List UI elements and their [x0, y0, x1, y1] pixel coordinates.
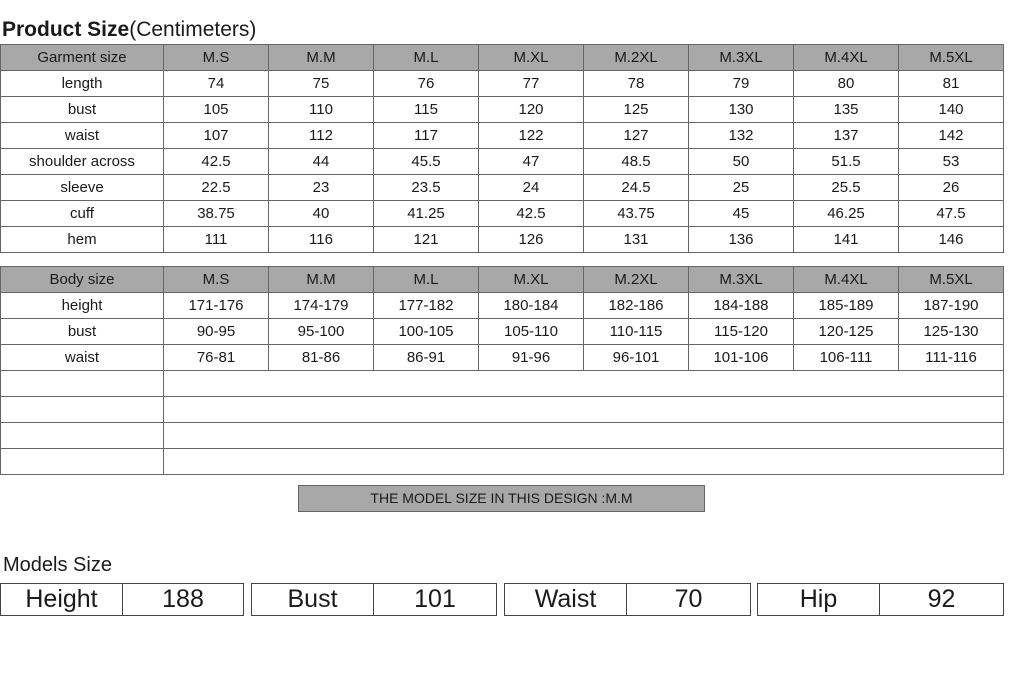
measure-value-cell: 86-91: [374, 345, 479, 371]
size-header-cell: M.2XL: [584, 267, 689, 293]
title-unit: (Centimeters): [129, 18, 257, 41]
measure-value-cell: 135: [794, 97, 899, 123]
measure-value-cell: 81: [899, 71, 1004, 97]
empty-label-cell: [1, 371, 164, 397]
measure-value-cell: 25.5: [794, 175, 899, 201]
models-size-cell: [251, 583, 497, 616]
models-size-label: Height: [1, 584, 123, 615]
measure-value-cell: 46.25: [794, 201, 899, 227]
size-header-cell: M.M: [269, 267, 374, 293]
measure-value-cell: 130: [689, 97, 794, 123]
size-header-cell: M.S: [164, 267, 269, 293]
empty-row: [1, 423, 1004, 449]
measure-value-cell: 38.75: [164, 201, 269, 227]
measure-label-cell: waist: [1, 345, 164, 371]
models-size-label: Bust: [252, 584, 374, 615]
size-header-cell: M.3XL: [689, 45, 794, 71]
measure-value-cell: 126: [479, 227, 584, 253]
models-size-title: Models Size: [3, 554, 112, 576]
header-label-cell: Garment size: [1, 45, 164, 71]
measure-value-cell: 48.5: [584, 149, 689, 175]
measure-value-cell: 105-110: [479, 319, 584, 345]
measure-label-cell: hem: [1, 227, 164, 253]
empty-value-cell: [164, 397, 1004, 423]
measure-label-cell: height: [1, 293, 164, 319]
measure-value-cell: 44: [269, 149, 374, 175]
empty-value-cell: [164, 371, 1004, 397]
measure-value-cell: 50: [689, 149, 794, 175]
measure-value-cell: 79: [689, 71, 794, 97]
measure-label-cell: shoulder across: [1, 149, 164, 175]
table-row: [1, 319, 1004, 345]
measure-value-cell: 180-184: [479, 293, 584, 319]
measure-value-cell: 80: [794, 71, 899, 97]
measure-value-cell: 81-86: [269, 345, 374, 371]
models-size-cell: [504, 583, 751, 616]
measure-value-cell: 177-182: [374, 293, 479, 319]
measure-value-cell: 26: [899, 175, 1004, 201]
measure-value-cell: 117: [374, 123, 479, 149]
measure-value-cell: 137: [794, 123, 899, 149]
measure-value-cell: 140: [899, 97, 1004, 123]
measure-value-cell: 125: [584, 97, 689, 123]
empty-label-cell: [1, 397, 164, 423]
measure-value-cell: 106-111: [794, 345, 899, 371]
models-size-cell: [0, 583, 244, 616]
measure-value-cell: 136: [689, 227, 794, 253]
measure-value-cell: 171-176: [164, 293, 269, 319]
empty-label-cell: [1, 449, 164, 475]
measure-value-cell: 24: [479, 175, 584, 201]
measure-value-cell: 121: [374, 227, 479, 253]
measure-value-cell: 91-96: [479, 345, 584, 371]
measure-value-cell: 95-100: [269, 319, 374, 345]
models-size-row: [0, 583, 1004, 615]
measure-value-cell: 47.5: [899, 201, 1004, 227]
models-size-value: 92: [927, 585, 956, 613]
measure-value-cell: 96-101: [584, 345, 689, 371]
measure-value-cell: 116: [269, 227, 374, 253]
table-row: [1, 175, 1004, 201]
measure-label-cell: waist: [1, 123, 164, 149]
page-title: [2, 15, 256, 45]
size-header-cell: M.XL: [479, 45, 584, 71]
measure-value-cell: 127: [584, 123, 689, 149]
measure-value-cell: 77: [479, 71, 584, 97]
table-row: [1, 201, 1004, 227]
measure-value-cell: 142: [899, 123, 1004, 149]
size-header-cell: M.L: [374, 267, 479, 293]
measure-value-cell: 74: [164, 71, 269, 97]
empty-row: [1, 449, 1004, 475]
size-header-cell: M.3XL: [689, 267, 794, 293]
measure-label-cell: bust: [1, 97, 164, 123]
size-header-cell: M.XL: [479, 267, 584, 293]
models-size-label: Waist: [505, 584, 627, 615]
garment-size-table: [0, 44, 1004, 253]
measure-label-cell: cuff: [1, 201, 164, 227]
measure-value-cell: 110-115: [584, 319, 689, 345]
size-header-cell: M.2XL: [584, 45, 689, 71]
size-header-cell: M.5XL: [899, 45, 1004, 71]
measure-value-cell: 40: [269, 201, 374, 227]
measure-value-cell: 78: [584, 71, 689, 97]
measure-value-cell: 90-95: [164, 319, 269, 345]
measure-value-cell: 120-125: [794, 319, 899, 345]
empty-value-cell: [164, 449, 1004, 475]
measure-value-cell: 42.5: [479, 201, 584, 227]
table-row: [1, 293, 1004, 319]
measure-value-cell: 131: [584, 227, 689, 253]
measure-label-cell: sleeve: [1, 175, 164, 201]
measure-value-cell: 45.5: [374, 149, 479, 175]
measure-value-cell: 105: [164, 97, 269, 123]
size-header-cell: M.L: [374, 45, 479, 71]
measure-value-cell: 110: [269, 97, 374, 123]
measure-value-cell: 187-190: [899, 293, 1004, 319]
measure-value-cell: 22.5: [164, 175, 269, 201]
measure-value-cell: 42.5: [164, 149, 269, 175]
table-row: [1, 149, 1004, 175]
measure-value-cell: 100-105: [374, 319, 479, 345]
measure-value-cell: 23: [269, 175, 374, 201]
table-row: [1, 123, 1004, 149]
size-header-cell: M.M: [269, 45, 374, 71]
measure-value-cell: 141: [794, 227, 899, 253]
table-header-row: [1, 267, 1004, 293]
measure-value-cell: 101-106: [689, 345, 794, 371]
measure-value-cell: 76-81: [164, 345, 269, 371]
size-header-cell: M.5XL: [899, 267, 1004, 293]
models-size-value: 101: [414, 585, 456, 613]
measure-label-cell: bust: [1, 319, 164, 345]
measure-value-cell: 174-179: [269, 293, 374, 319]
measure-value-cell: 120: [479, 97, 584, 123]
measure-value-cell: 45: [689, 201, 794, 227]
size-header-cell: M.4XL: [794, 267, 899, 293]
empty-row: [1, 397, 1004, 423]
empty-value-cell: [164, 423, 1004, 449]
empty-label-cell: [1, 423, 164, 449]
models-size-cell: [757, 583, 1004, 616]
measure-value-cell: 41.25: [374, 201, 479, 227]
measure-value-cell: 146: [899, 227, 1004, 253]
models-size-value: 70: [674, 585, 703, 613]
table-row: [1, 97, 1004, 123]
measure-value-cell: 125-130: [899, 319, 1004, 345]
measure-value-cell: 75: [269, 71, 374, 97]
measure-value-cell: 115-120: [689, 319, 794, 345]
body-size-table: [0, 266, 1004, 475]
measure-value-cell: 76: [374, 71, 479, 97]
measure-value-cell: 25: [689, 175, 794, 201]
measure-value-cell: 53: [899, 149, 1004, 175]
header-label-cell: Body size: [1, 267, 164, 293]
size-header-cell: M.S: [164, 45, 269, 71]
measure-value-cell: 184-188: [689, 293, 794, 319]
measure-label-cell: length: [1, 71, 164, 97]
empty-row: [1, 371, 1004, 397]
measure-value-cell: 182-186: [584, 293, 689, 319]
measure-value-cell: 24.5: [584, 175, 689, 201]
table-row: [1, 71, 1004, 97]
measure-value-cell: 122: [479, 123, 584, 149]
measure-value-cell: 112: [269, 123, 374, 149]
measure-value-cell: 107: [164, 123, 269, 149]
measure-value-cell: 132: [689, 123, 794, 149]
measure-value-cell: 23.5: [374, 175, 479, 201]
title-main: Product Size: [2, 18, 130, 41]
table-header-row: [1, 45, 1004, 71]
table-row: [1, 227, 1004, 253]
measure-value-cell: 185-189: [794, 293, 899, 319]
models-size-label: Hip: [758, 584, 880, 615]
measure-value-cell: 111-116: [899, 345, 1004, 371]
measure-value-cell: 115: [374, 97, 479, 123]
measure-value-cell: 111: [164, 227, 269, 253]
model-size-note: THE MODEL SIZE IN THIS DESIGN :M.M: [298, 485, 705, 512]
table-row: [1, 345, 1004, 371]
models-size-value: 188: [162, 585, 204, 613]
size-header-cell: M.4XL: [794, 45, 899, 71]
measure-value-cell: 47: [479, 149, 584, 175]
measure-value-cell: 51.5: [794, 149, 899, 175]
measure-value-cell: 43.75: [584, 201, 689, 227]
